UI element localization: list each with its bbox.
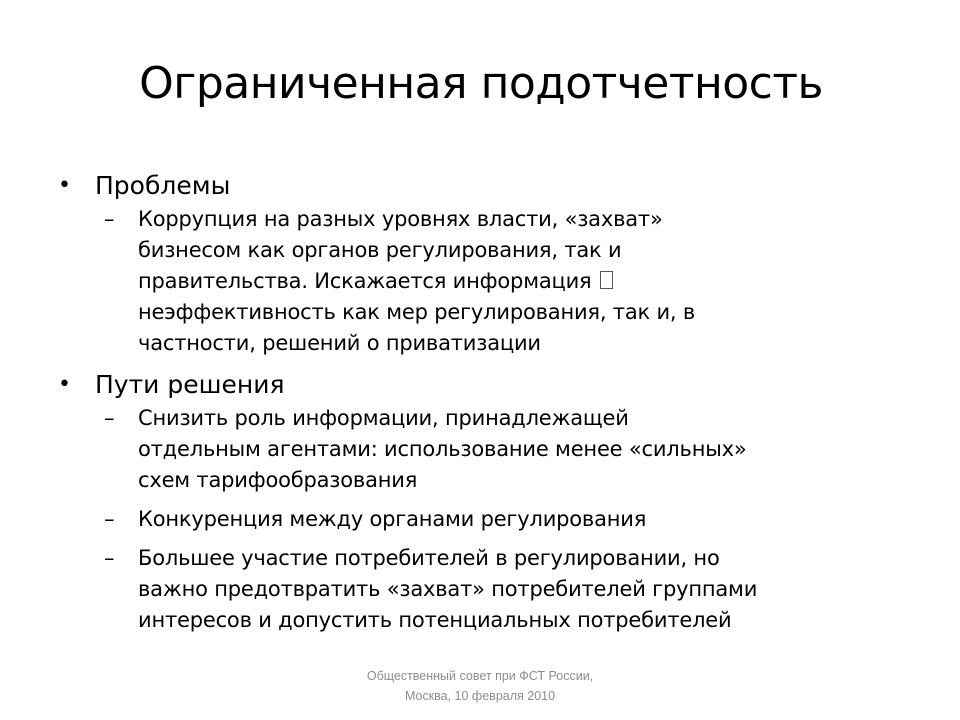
line: правительства. Искажается информация [138,269,598,293]
subitem-text [138,504,898,535]
subitem-text [138,403,898,496]
line: Коррупция на разных уровнях власти, «захват» [138,207,663,231]
bullet-solutions [58,367,918,403]
line: схем тарифообразования [138,468,418,492]
line: Большее участие потребителей в регулировании, но [138,546,720,570]
dash-marker: – [104,546,115,570]
bullet-problems [58,168,918,204]
bullet-text: Проблемы [95,171,231,200]
line: интересов и допустить потенциальных потребителей [138,608,732,632]
line: бизнесом как органов регулирования, так и [138,238,622,262]
subitem-text [138,543,898,636]
slide-content [58,168,918,636]
dash-marker: – [104,207,115,231]
missing-glyph-icon [600,271,613,289]
subitem-competition [58,504,918,535]
bullet-marker: • [58,173,71,198]
subitem-consumer-participation [58,543,918,636]
line: неэффективность как мер регулирования, так и, в [138,300,696,324]
bullet-text: Пути решения [95,370,285,399]
dash-marker: – [104,507,115,531]
slide-title: Ограниченная подотчетность [139,58,823,109]
subitem-reduce-information [58,403,918,496]
footer-line: Москва, 10 февраля 2010 [404,689,556,703]
line: важно предотвратить «захват» потребителей группами [138,577,758,601]
line: Снизить роль информации, принадлежащей [138,406,629,430]
subitem-text [138,204,898,359]
line: частности, решений о приватизации [138,331,541,355]
bullet-marker: • [58,372,71,397]
footer-line: Общественный совет при ФСТ России, [366,669,594,683]
slide-footer [330,666,630,706]
dash-marker: – [104,406,115,430]
line: Конкуренция между органами регулирования [138,507,647,531]
line: отдельным агентами: использование менее «сильных» [138,437,747,461]
subitem-corruption [58,204,918,359]
